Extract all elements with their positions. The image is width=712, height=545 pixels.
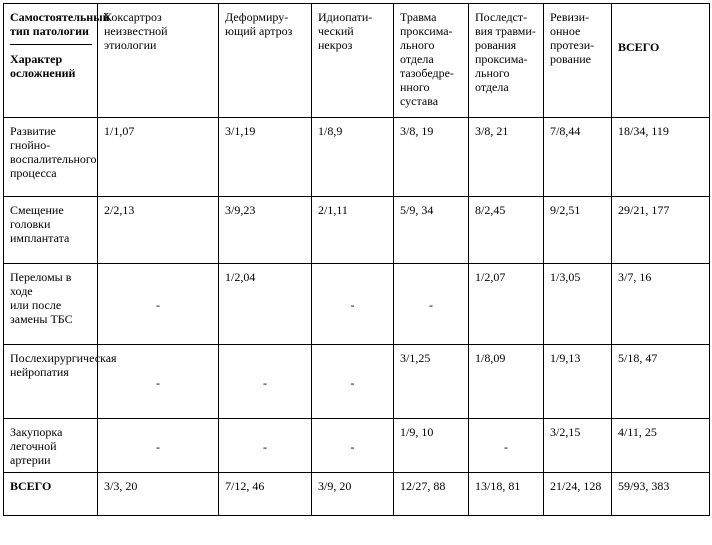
column-header: Травма проксима-льного отдела тазобедре-нного сустава — [394, 4, 469, 118]
column-header: Коксартроз неизвестной этиологии — [98, 4, 219, 118]
table-cell: - — [219, 345, 312, 419]
table-cell: 1/8,09 — [469, 345, 544, 419]
table-cell-total: 29/21, 177 — [612, 197, 710, 264]
table-row — [4, 264, 710, 345]
table-row — [4, 345, 710, 419]
table-cell: 13/18, 81 — [469, 473, 544, 516]
table-cell: 3/3, 20 — [98, 473, 219, 516]
row-label: Послехирургическая нейропатия — [4, 345, 98, 419]
row-label-total: ВСЕГО — [4, 473, 98, 516]
table-cell: 7/8,44 — [544, 118, 612, 197]
table-row — [4, 197, 710, 264]
table-cell-total: 18/34, 119 — [612, 118, 710, 197]
table-cell: 2/2,13 — [98, 197, 219, 264]
table-cell: 1/2,04 — [219, 264, 312, 345]
table-cell: - — [312, 264, 394, 345]
row-label: Смещение головки имплантата — [4, 197, 98, 264]
header-row — [4, 4, 710, 118]
complications-table — [3, 3, 710, 516]
table-cell: - — [98, 345, 219, 419]
table-cell-total: 4/11, 25 — [612, 419, 710, 473]
corner-header-bottom: Характер осложнений — [10, 52, 76, 80]
column-header: Идиопати-ческий некроз — [312, 4, 394, 118]
table-cell: 1/9, 10 — [394, 419, 469, 473]
table-row-total — [4, 473, 710, 516]
row-label: Закупорка легочной артерии — [4, 419, 98, 473]
table-cell: - — [394, 264, 469, 345]
table-cell: 1/2,07 — [469, 264, 544, 345]
corner-header-top: Самостоятельный тип патологии — [10, 10, 110, 38]
column-header: Деформиру-ющий артроз — [219, 4, 312, 118]
column-header-total — [612, 4, 710, 118]
table-cell: 3/8, 21 — [469, 118, 544, 197]
table-cell: - — [98, 264, 219, 345]
table-cell: 3/2,15 — [544, 419, 612, 473]
table-cell: 1/9,13 — [544, 345, 612, 419]
table-cell: 3/1,25 — [394, 345, 469, 419]
row-label-text: Переломы в ходе или после замены ТБС — [10, 270, 73, 326]
corner-divider — [10, 44, 92, 45]
table-cell-total: 59/93, 383 — [612, 473, 710, 516]
table-cell-total: 3/7, 16 — [612, 264, 710, 345]
column-header: Последст-вия травми-рования проксима-льного отдела — [469, 4, 544, 118]
table-cell: 12/27, 88 — [394, 473, 469, 516]
table-cell: 1/8,9 — [312, 118, 394, 197]
table-cell: 3/9,23 — [219, 197, 312, 264]
table-cell: 1/1,07 — [98, 118, 219, 197]
table-cell: 7/12, 46 — [219, 473, 312, 516]
table-cell: 2/1,11 — [312, 197, 394, 264]
table-cell: 3/8, 19 — [394, 118, 469, 197]
table-cell: - — [312, 345, 394, 419]
table-cell: 3/9, 20 — [312, 473, 394, 516]
table-cell: 1/3,05 — [544, 264, 612, 345]
table-cell: - — [469, 419, 544, 473]
table-cell-total: 5/18, 47 — [612, 345, 710, 419]
column-header: Ревизи-онное протези-рование — [544, 4, 612, 118]
table-cell: - — [312, 419, 394, 473]
table-cell: - — [219, 419, 312, 473]
table-cell: 5/9, 34 — [394, 197, 469, 264]
table-cell: - — [98, 419, 219, 473]
row-label — [4, 264, 98, 345]
table-row — [4, 419, 710, 473]
corner-header-cell — [4, 4, 110, 118]
table-cell: 8/2,45 — [469, 197, 544, 264]
table-cell: 9/2,51 — [544, 197, 612, 264]
column-header-total-label: ВСЕГО — [618, 40, 660, 54]
row-label: Развитие гнойно-воспалительного процесса — [4, 118, 98, 197]
table-row — [4, 118, 710, 197]
table-cell: 21/24, 128 — [544, 473, 612, 516]
table-cell: 3/1,19 — [219, 118, 312, 197]
